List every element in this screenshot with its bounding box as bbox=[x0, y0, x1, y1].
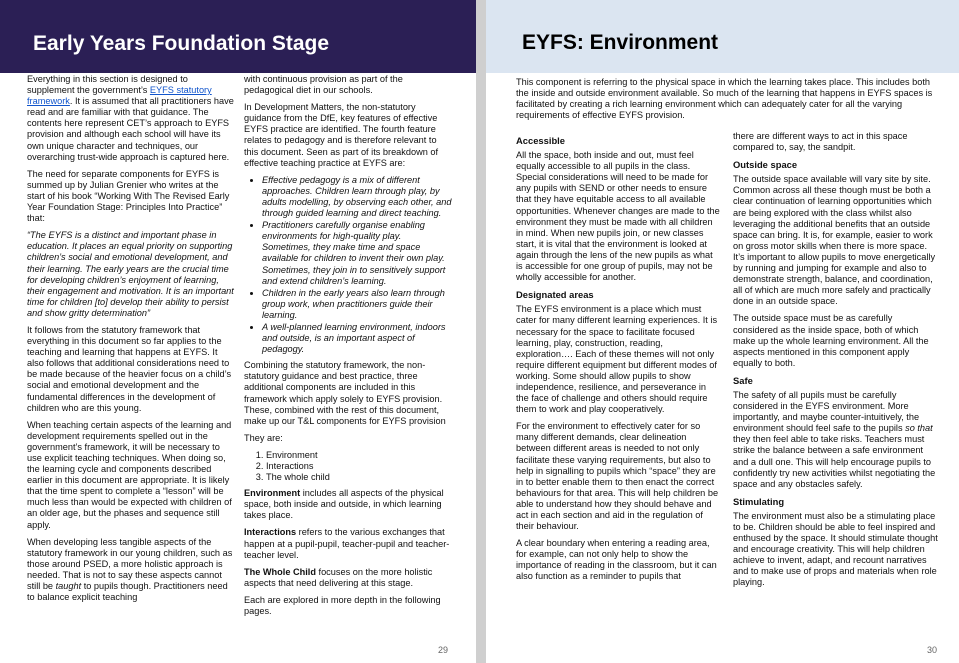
left-col2-paragraph-3: Combining the statutory framework, the non-statutory guidance and best practice, three additional components are included in this framework which apply solely to EYFS provision. These, combined with the rest of this document, make up our T&L components for EYFS provision bbox=[244, 360, 446, 426]
environment-intro: This component is referring to the physical space in which the learning takes place. This includes both the inside and outside environment available. So much of the learning that happens in EYFS spaces is facilitated by creating a rich learning environment which can adequately cater for all the varying requirements of effective EYFS provision. bbox=[516, 77, 933, 121]
heading-stimulating: Stimulating bbox=[733, 495, 785, 507]
list-item: • Practitioners carefully organise enabling environments for high-quality play. Sometimes, they make time and space available for children to invent their own play. Sometimes, they join in to sensitively support and extend children’s learning. bbox=[262, 220, 452, 287]
safe-paragraph: The safety of all pupils must be carefully considered in the EYFS environment. More importantly, and maybe counter-intuitively, the environment should feel safe to the pupils so that they then feel able to take risks. Teachers must strike the balance between a safe environment and a dull one. This will help encourage pupils to confidently try new activities whilst negotiating the space and any obstacles safely. bbox=[733, 389, 936, 489]
left-col1-paragraph-2: The need for separate components for EYFS is summed up by Julian Grenier who writes at the start of his book “Working With The Revised Early Year Foundation Stage: Principles Into Practice” that: bbox=[27, 168, 230, 224]
left-page-column-1 bbox=[27, 74, 234, 609]
left-page bbox=[0, 0, 476, 663]
left-col1-paragraph-3: It follows from the statutory framework that everything in this document so far applies to the teaching and learning that happens at EYFS. It also follows that additional considerations need to be made because of the heavier focus on a child’s social and emotional development and the fundamental differences in the development of children who are this young. bbox=[27, 324, 232, 413]
left-page-banner bbox=[0, 0, 476, 73]
grenier-quote: “The EYFS is a distinct and important phase in education. It places an equal priority on supporting children’s social and emotional development, and their learning. The early years are the crucial time for developing children’s enjoyment of learning, their engagement and motivation. It is an important time for children [to] develop their ability to persist and show gritty determination” bbox=[27, 230, 234, 318]
left-col2-paragraph-1: with continuous provision as part of the pedagogical diet in our schools. bbox=[244, 74, 403, 96]
stimulating-paragraph: The environment must also be a stimulating place to be. Children should be able to feel inspired and enthused by the space. It should stimulate thought and encourage creativity. This will help children achieve to invent, adapt, and recount narratives and to make use of props and materials when role playing. bbox=[733, 510, 938, 588]
left-col1-paragraph-5: When developing less tangible aspects of the statutory framework in our young children, such as those around PSED, a more holistic approach is needed. That is not to say these aspects cannot still be taught to pupils though. Practitioners need to balance explicit teaching bbox=[27, 536, 233, 603]
environment-definition: Environment includes all aspects of the physical space, both inside and outside, in which learning takes place. bbox=[244, 488, 444, 521]
pedagogy-bullet-list bbox=[244, 175, 452, 356]
page-number: 30 bbox=[927, 645, 938, 655]
list-item: • Children in the early years also learn through group work, when practitioners guide their learning. bbox=[262, 288, 452, 321]
components-numbered-list bbox=[244, 450, 452, 483]
heading-accessible: Accessible bbox=[516, 135, 565, 146]
heading-outside-space: Outside space bbox=[733, 159, 798, 171]
list-item: • Effective pedagogy is a mix of different approaches. Children learn through play, by adults modelling, by observing each other, and through guided learning and direct teaching. bbox=[262, 175, 452, 219]
list-item: 3. The whole child bbox=[266, 472, 452, 483]
right-page-title: EYFS: Environment bbox=[522, 31, 719, 54]
designated-paragraph-1: The EYFS environment is a place which must cater for many different learning experiences. It is necessary for the space to facilitate focused learning, play, construction, reading, exploration…. Each of these themes will not only require different equipment but different modes of working. Some should allow pupils to show independence, resilience, and perseverance in the face of challenge and others should require them to work and play cooperatively. bbox=[516, 304, 718, 415]
accessible-paragraph: All the space, both inside and out, must feel equally accessible to all pupils in the class. Special considerations will need to be made for any pupils with SEND or other needs to ensure that they have equitable access to all available opportunities. Whenever changes are made to the environment they must be made with all children in mind. When new pupils join, or new classes start, it is vital that the environment is looked at again through the lens of the new pupils as what is accessible for one group of pupils, may not be wholly accessible for another. bbox=[516, 150, 720, 283]
left-col2-paragraph-2: In Development Matters, the non-statutory guidance from the DfE, key features of effective EYFS practice are identified. The fourth feature relates to pedagogy and is therefore relevant to this document. Seen as part of its breakdown of effective teaching practice at EYFS are: bbox=[244, 102, 439, 168]
designated-paragraph-3: A clear boundary when entering a reading area, for example, can not only help to show the importance of reading in the classroom, but it can also function as a reminder to pupils that bbox=[516, 538, 717, 582]
outside-paragraph-2: The outside space must be as carefully considered as the inside space, both of which make up the whole learning environment. All the aspects mentioned in this component apply equally to both. bbox=[733, 313, 929, 368]
designated-paragraph-2: For the environment to effectively cater for so many different demands, clear delineation between different areas is needed to not only facilitate these varying requirements, but also to help in signalling to pupils which “space” they are in to better enable them to then enact the correct behaviours for that area. This will help children be able to understand how they should behave and act in each section and aid in the regulation of their behaviour. bbox=[516, 421, 719, 532]
left-page-column-2 bbox=[244, 74, 452, 623]
page-gutter bbox=[476, 0, 486, 663]
carry-over-paragraph: there are different ways to act in this space compared to, say, the sandpit. bbox=[733, 131, 908, 153]
heading-designated-areas: Designated areas bbox=[516, 289, 594, 301]
whole-child-definition: The Whole Child focuses on the more holistic aspects that need delivering at this stage. bbox=[244, 566, 433, 588]
left-page-title: Early Years Foundation Stage bbox=[33, 32, 330, 55]
right-page-column-2 bbox=[733, 131, 939, 595]
list-item: 1. Environment bbox=[266, 450, 452, 461]
right-page bbox=[486, 0, 959, 663]
right-page-banner bbox=[486, 0, 959, 73]
eyfs-framework-link[interactable]: EYFS statutory framework bbox=[27, 85, 212, 107]
left-col2-paragraph-4: They are: bbox=[244, 432, 283, 443]
right-page-column-1 bbox=[516, 131, 721, 589]
interactions-definition: Interactions refers to the various exchanges that happen at a pupil-pupil, teacher-pupil and teacher-teacher level. bbox=[244, 527, 450, 560]
left-col1-paragraph-4: When teaching certain aspects of the learning and development requirements spelled out in the government’s framework, it will be necessary to use explicit teaching techniques. When doing so, the learning cycle and components described earlier in this document are appropriate. It is likely that the time spent to complete a “lesson” will be much less than would be expected with children of an older age, but the phases and sequence still apply. bbox=[27, 419, 232, 530]
outside-paragraph-1: The outside space available will vary site by site. Common across all these though must be both a clear continuation of learning opportunities which are being explored with the class whilst also leveraging the additional benefits that an outside space can bring. It is, for example, easier to work on gross motor skills when there is more space. It’s important to allow pupils to move energetically by running and jumping for example and also to demonstrate strength, balance, and coordination, all of which are much more safely and practically done in an outside space. bbox=[733, 174, 936, 307]
left-col2-paragraph-5: Each are explored in more depth in the following pages. bbox=[244, 594, 441, 617]
page-number: 29 bbox=[438, 645, 449, 655]
list-item: 2. Interactions bbox=[266, 461, 452, 472]
list-item: • A well-planned learning environment, indoors and outside, is an important aspect of pedagogy. bbox=[262, 322, 452, 355]
heading-safe: Safe bbox=[733, 374, 753, 386]
left-col1-paragraph-1: Everything in this section is designed to supplement the government’s EYFS statutory framework. It is assumed that all practitioners have read and are familiar with that guidance. The contents here represent CET’s approach to EYFS provision and although each school will have its own unique character and techniques, our overarching trust-wide approach is captured here. bbox=[27, 74, 234, 162]
